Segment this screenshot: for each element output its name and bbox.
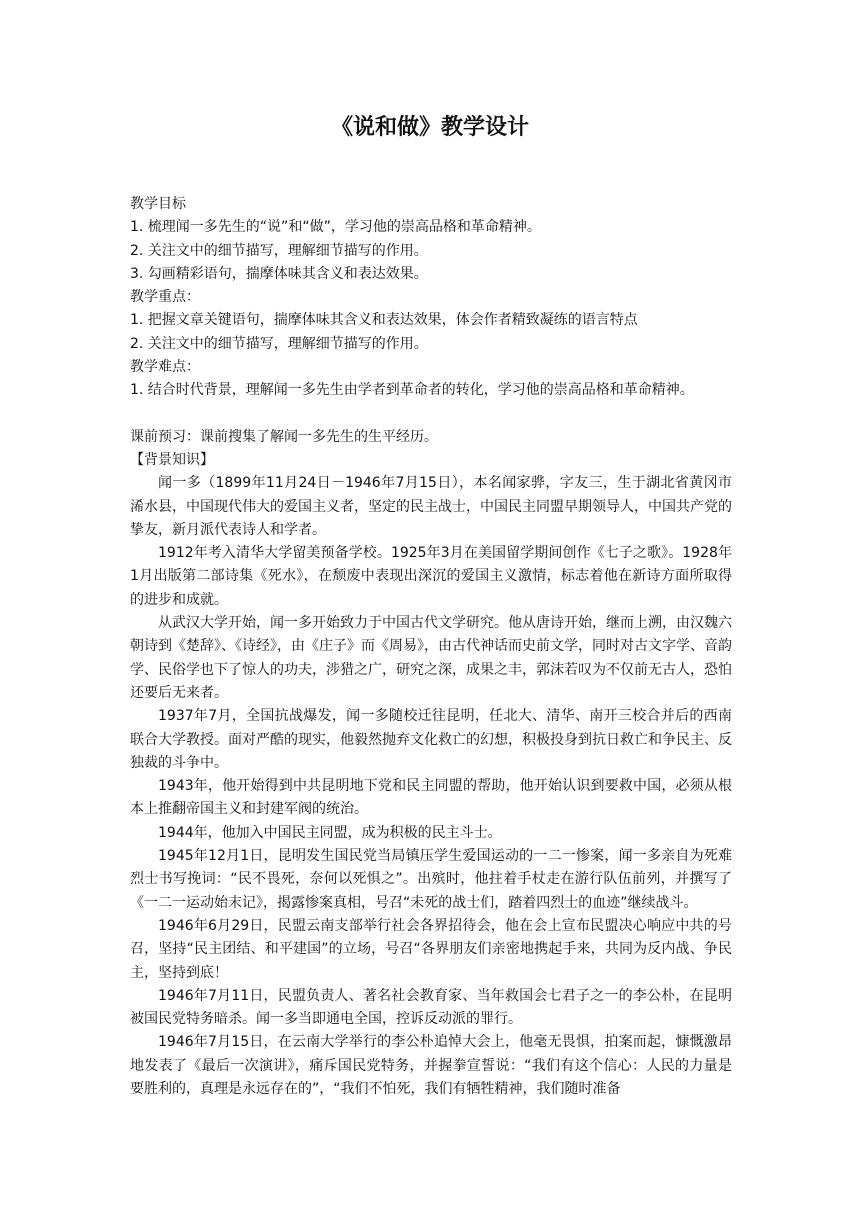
key-point-item: 2. 关注文中的细节描写，理解细节描写的作用。 [130,335,428,352]
document-title: 《说和做》教学设计 [330,115,529,140]
background-paragraph: 1946年6月29日，民盟云南支部举行社会各界招待会，他在会上宣布民盟决心响应中共的号召，坚持“民主团结、和平建国”的立场，号召“各界朋友们亲密地携起手来，共同为反内战、争民主，坚持到底！ [130,917,732,981]
preview-note: 课前预习：课前搜集了解闻一多先生的生平经历。 [130,428,438,445]
objective-item: 3. 勾画精彩语句，揣摩体味其含义和表达效果。 [130,265,428,282]
section-spacer [130,403,732,426]
objective-item: 1. 梳理闻一多先生的“说”和“做”，学习他的崇高品格和革命精神。 [130,219,541,236]
background-paragraph: 1945年12月1日，昆明发生国民党当局镇压学生爱国运动的一二一惨案，闻一多亲自为死难烈士书写挽词：“民不畏死，奈何以死惧之”。出殡时，他拄着手杖走在游行队伍前列，并撰写了《一二一运动始末记》，揭露惨案真相，号召“未死的战士们，踏着四烈士的血迹”继续战斗。 [130,848,732,911]
background-paragraph: 1937年7月，全国抗战爆发，闻一多随校迁往昆明，任北大、清华、南开三校合并后的西南联合大学教授。面对严酷的现实，他毅然抛弃文化救亡的幻想，积极投身到抗日救亡和争民主、反独裁的斗争中。 [130,708,732,771]
background-paragraph: 1946年7月15日，在云南大学举行的李公朴追悼大会上，他毫无畏惧，拍案而起，慷慨激昂地发表了《最后一次演讲》，痛斥国民党特务，并握拳宣誓说：“我们有这个信心：人民的力量是要胜利的，真理是永远存在的”，“我们不怕死，我们有牺牲精神，我们随时准备 [130,1034,732,1097]
key-point-item: 1. 把握文章关键语句，揣摩体味其含义和表达效果，体会作者精致凝练的语言特点 [130,312,638,329]
objective-item: 2. 关注文中的细节描写，理解细节描写的作用。 [130,242,428,259]
document-body [130,193,732,1101]
difficulties-heading: 教学难点： [130,359,200,376]
objectives-heading: 教学目标 [130,196,186,212]
background-paragraph: 1943年，他开始得到中共昆明地下党和民主同盟的帮助，他开始认识到要救中国，必须从根本上推翻帝国主义和封建军阀的统治。 [130,778,732,818]
background-heading: 【背景知识】 [130,451,214,468]
background-paragraph: 1944年，他加入中国民主同盟，成为积极的民主斗士。 [158,824,502,841]
background-paragraph: 1946年7月11日，民盟负责人、著名社会教育家、当年救国会七君子之一的李公朴，在昆明被国民党特务暗杀。闻一多当即通电全国，控诉反动派的罪行。 [130,987,732,1028]
background-paragraph: 1912年考入清华大学留美预备学校。1925年3月在美国留学期间创作《七子之歌》。1928年1月出版第二部诗集《死水》，在颓废中表现出深沉的爱国主义激情，标志着他在新诗方面所取得的进步和成就。 [130,545,732,608]
key-points-heading: 教学重点： [130,289,200,306]
background-paragraph: 闻一多（1899年11月24日－1946年7月15日），本名闻家骅，字友三，生于湖北省黄冈市浠水县，中国现代伟大的爱国主义者，坚定的民主战士，中国民主同盟早期领导人，中国共产党的挚友，新月派代表诗人和学者。 [130,475,732,538]
background-paragraph: 从武汉大学开始，闻一多开始致力于中国古代文学研究。他从唐诗开始，继而上溯，由汉魏六朝诗到《楚辞》、《诗经》，由《庄子》而《周易》，由古代神话而史前文学，同时对古文字学、音韵学、民俗学也下了惊人的功夫，涉猎之广，研究之深，成果之丰，郭沫若叹为不仅前无古人，恐怕还要后无来者。 [130,615,732,701]
difficulty-item: 1. 结合时代背景，理解闻一多先生由学者到革命者的转化，学习他的崇高品格和革命精神。 [130,382,694,399]
